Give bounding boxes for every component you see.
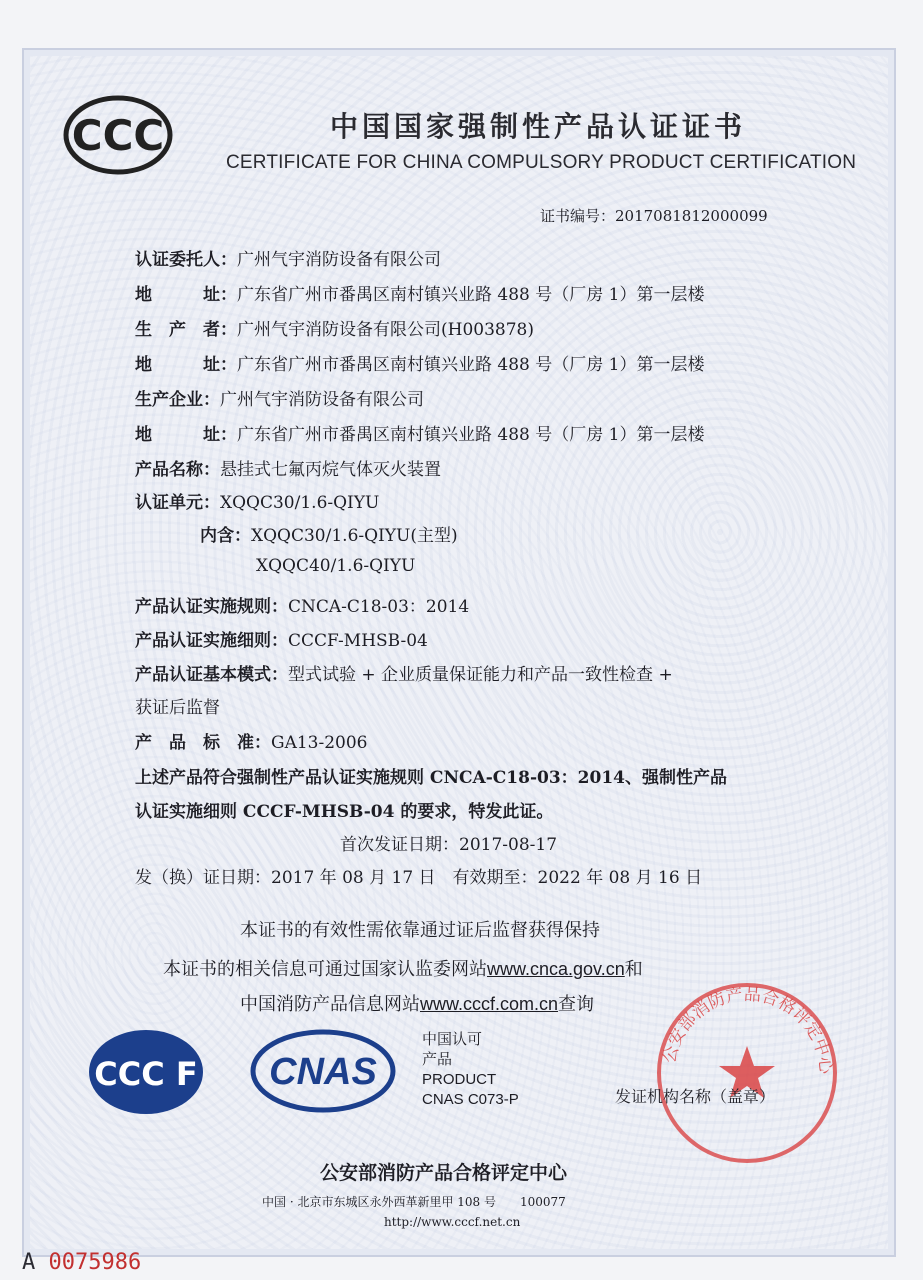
validity-notice: 本证书的有效性需依靠通过证后监督获得保持 [240,920,600,941]
cccf-logo [86,1027,206,1117]
factory-value: 广州气宇消防设备有限公司 [220,390,424,410]
cnas-line-2: 产品 [422,1051,453,1068]
mode-continued: 获证后监督 [135,698,220,718]
serial-number [22,1250,141,1275]
cnca-notice-and: 和 [624,959,643,980]
includes-row-2 [256,556,415,576]
product-value: 悬挂式七氟丙烷气体灭火装置 [220,460,441,480]
statement-line-2: 认证实施细则 CCCF-MHSB-04 的要求，特发此证。 [135,802,554,822]
address-label-a: 地 [135,285,152,305]
organization-website[interactable]: http://www.cccf.net.cn [384,1215,521,1229]
cccf-notice-query: 查询 [558,994,595,1015]
factory-address-row [135,420,704,445]
address-label-b: 址： [203,425,237,445]
title-chinese: 中国国家强制性产品认证证书 [330,110,747,143]
mode-row [135,660,673,685]
factory-row [135,385,424,410]
factory-address-value: 广东省广州市番禺区南村镇兴业路 488 号（厂房 1）第一层楼 [237,425,705,445]
rule-label: 产品认证实施规则： [135,597,288,617]
standard-row [135,728,368,753]
applicant-label: 认证委托人： [135,250,237,270]
ccc-logo [62,94,174,176]
address-label-a: 地 [135,425,152,445]
cnas-accreditation [422,1030,519,1110]
statement-line-1: 上述产品符合强制性产品认证实施规则 CNCA-C18-03：2014、强制性产品 [135,768,727,788]
issuing-organization: 公安部消防产品合格评定中心 [320,1162,568,1184]
cccf-notice-text: 中国消防产品信息网站 [240,994,420,1015]
address-label-b: 址： [203,285,237,305]
includes-row [200,521,458,546]
detail-row [135,626,428,651]
standard-label: 产 品 标 准： [135,733,271,753]
applicant-address-value: 广东省广州市番禺区南村镇兴业路 488 号（厂房 1）第一层楼 [237,285,705,305]
product-row [135,455,441,480]
issue-validity-row: 发（换）证日期：2017 年 08 月 17 日 有效期至：2022 年 08 月 16 日 [135,868,703,888]
manufacturer-address-row [135,350,704,375]
svg-text:CNAS: CNAS [269,1051,377,1093]
svg-text:公安部消防产品合格评定中心: 公安部消防产品合格评定中心 [659,984,836,1075]
cnas-logo [248,1028,398,1114]
cnas-line-4: CNAS C073-P [422,1091,519,1108]
rule-row [135,592,469,617]
issuer-label: 发证机构名称（盖章） [615,1087,776,1106]
applicant-address-row [135,280,704,305]
certificate-number: 证书编号：2017081812000099 [540,207,768,225]
standard-value: GA13-2006 [271,733,368,753]
applicant-value: 广州气宇消防设备有限公司 [237,250,441,270]
organization-address: 中国 · 北京市东城区永外西革新里甲 108 号 100077 [262,1195,566,1209]
cccf-link[interactable]: www.cccf.com.cn [420,994,559,1014]
includes-value-1: XQQC30/1.6-QIYU(主型) [251,526,458,546]
official-seal [652,978,842,1168]
unit-row [135,488,379,513]
detail-value: CCCF-MHSB-04 [288,631,428,651]
unit-value: XQQC30/1.6-QIYU [220,493,380,513]
first-issue-date: 首次发证日期：2017-08-17 [340,835,558,855]
applicant-row [135,245,441,270]
address-label-a: 地 [135,355,152,375]
includes-value-2: XQQC40/1.6-QIYU [256,556,416,576]
manufacturer-value: 广州气宇消防设备有限公司(H003878) [237,320,534,340]
mode-label: 产品认证基本模式： [135,665,288,685]
rule-value: CNCA-C18-03：2014 [288,597,470,617]
manufacturer-address-value: 广东省广州市番禺区南村镇兴业路 488 号（厂房 1）第一层楼 [237,355,705,375]
title-english: CERTIFICATE FOR CHINA COMPULSORY PRODUCT CERTIFICATION [226,152,857,173]
serial-digits: 0075986 [48,1250,142,1275]
mode-value: 型式试验 + 企业质量保证能力和产品一致性检查 + [288,665,673,685]
includes-label: 内含： [200,526,251,546]
cccf-notice [240,990,594,1016]
manufacturer-label: 生 产 者： [135,320,237,340]
cnca-link[interactable]: www.cnca.gov.cn [487,959,625,979]
manufacturer-row [135,315,534,340]
serial-prefix: A [22,1250,36,1275]
cnca-notice [163,955,643,981]
svg-text:CCC: CCC [71,111,165,160]
cnas-line-3: PRODUCT [422,1071,497,1088]
cnas-line-1: 中国认可 [422,1031,483,1048]
unit-label: 认证单元： [135,493,220,513]
product-label: 产品名称： [135,460,220,480]
address-label-b: 址： [203,355,237,375]
factory-label: 生产企业： [135,390,220,410]
cnca-notice-text: 本证书的相关信息可通过国家认监委网站 [163,959,487,980]
detail-label: 产品认证实施细则： [135,631,288,651]
svg-text:CCC F: CCC F [94,1055,198,1093]
